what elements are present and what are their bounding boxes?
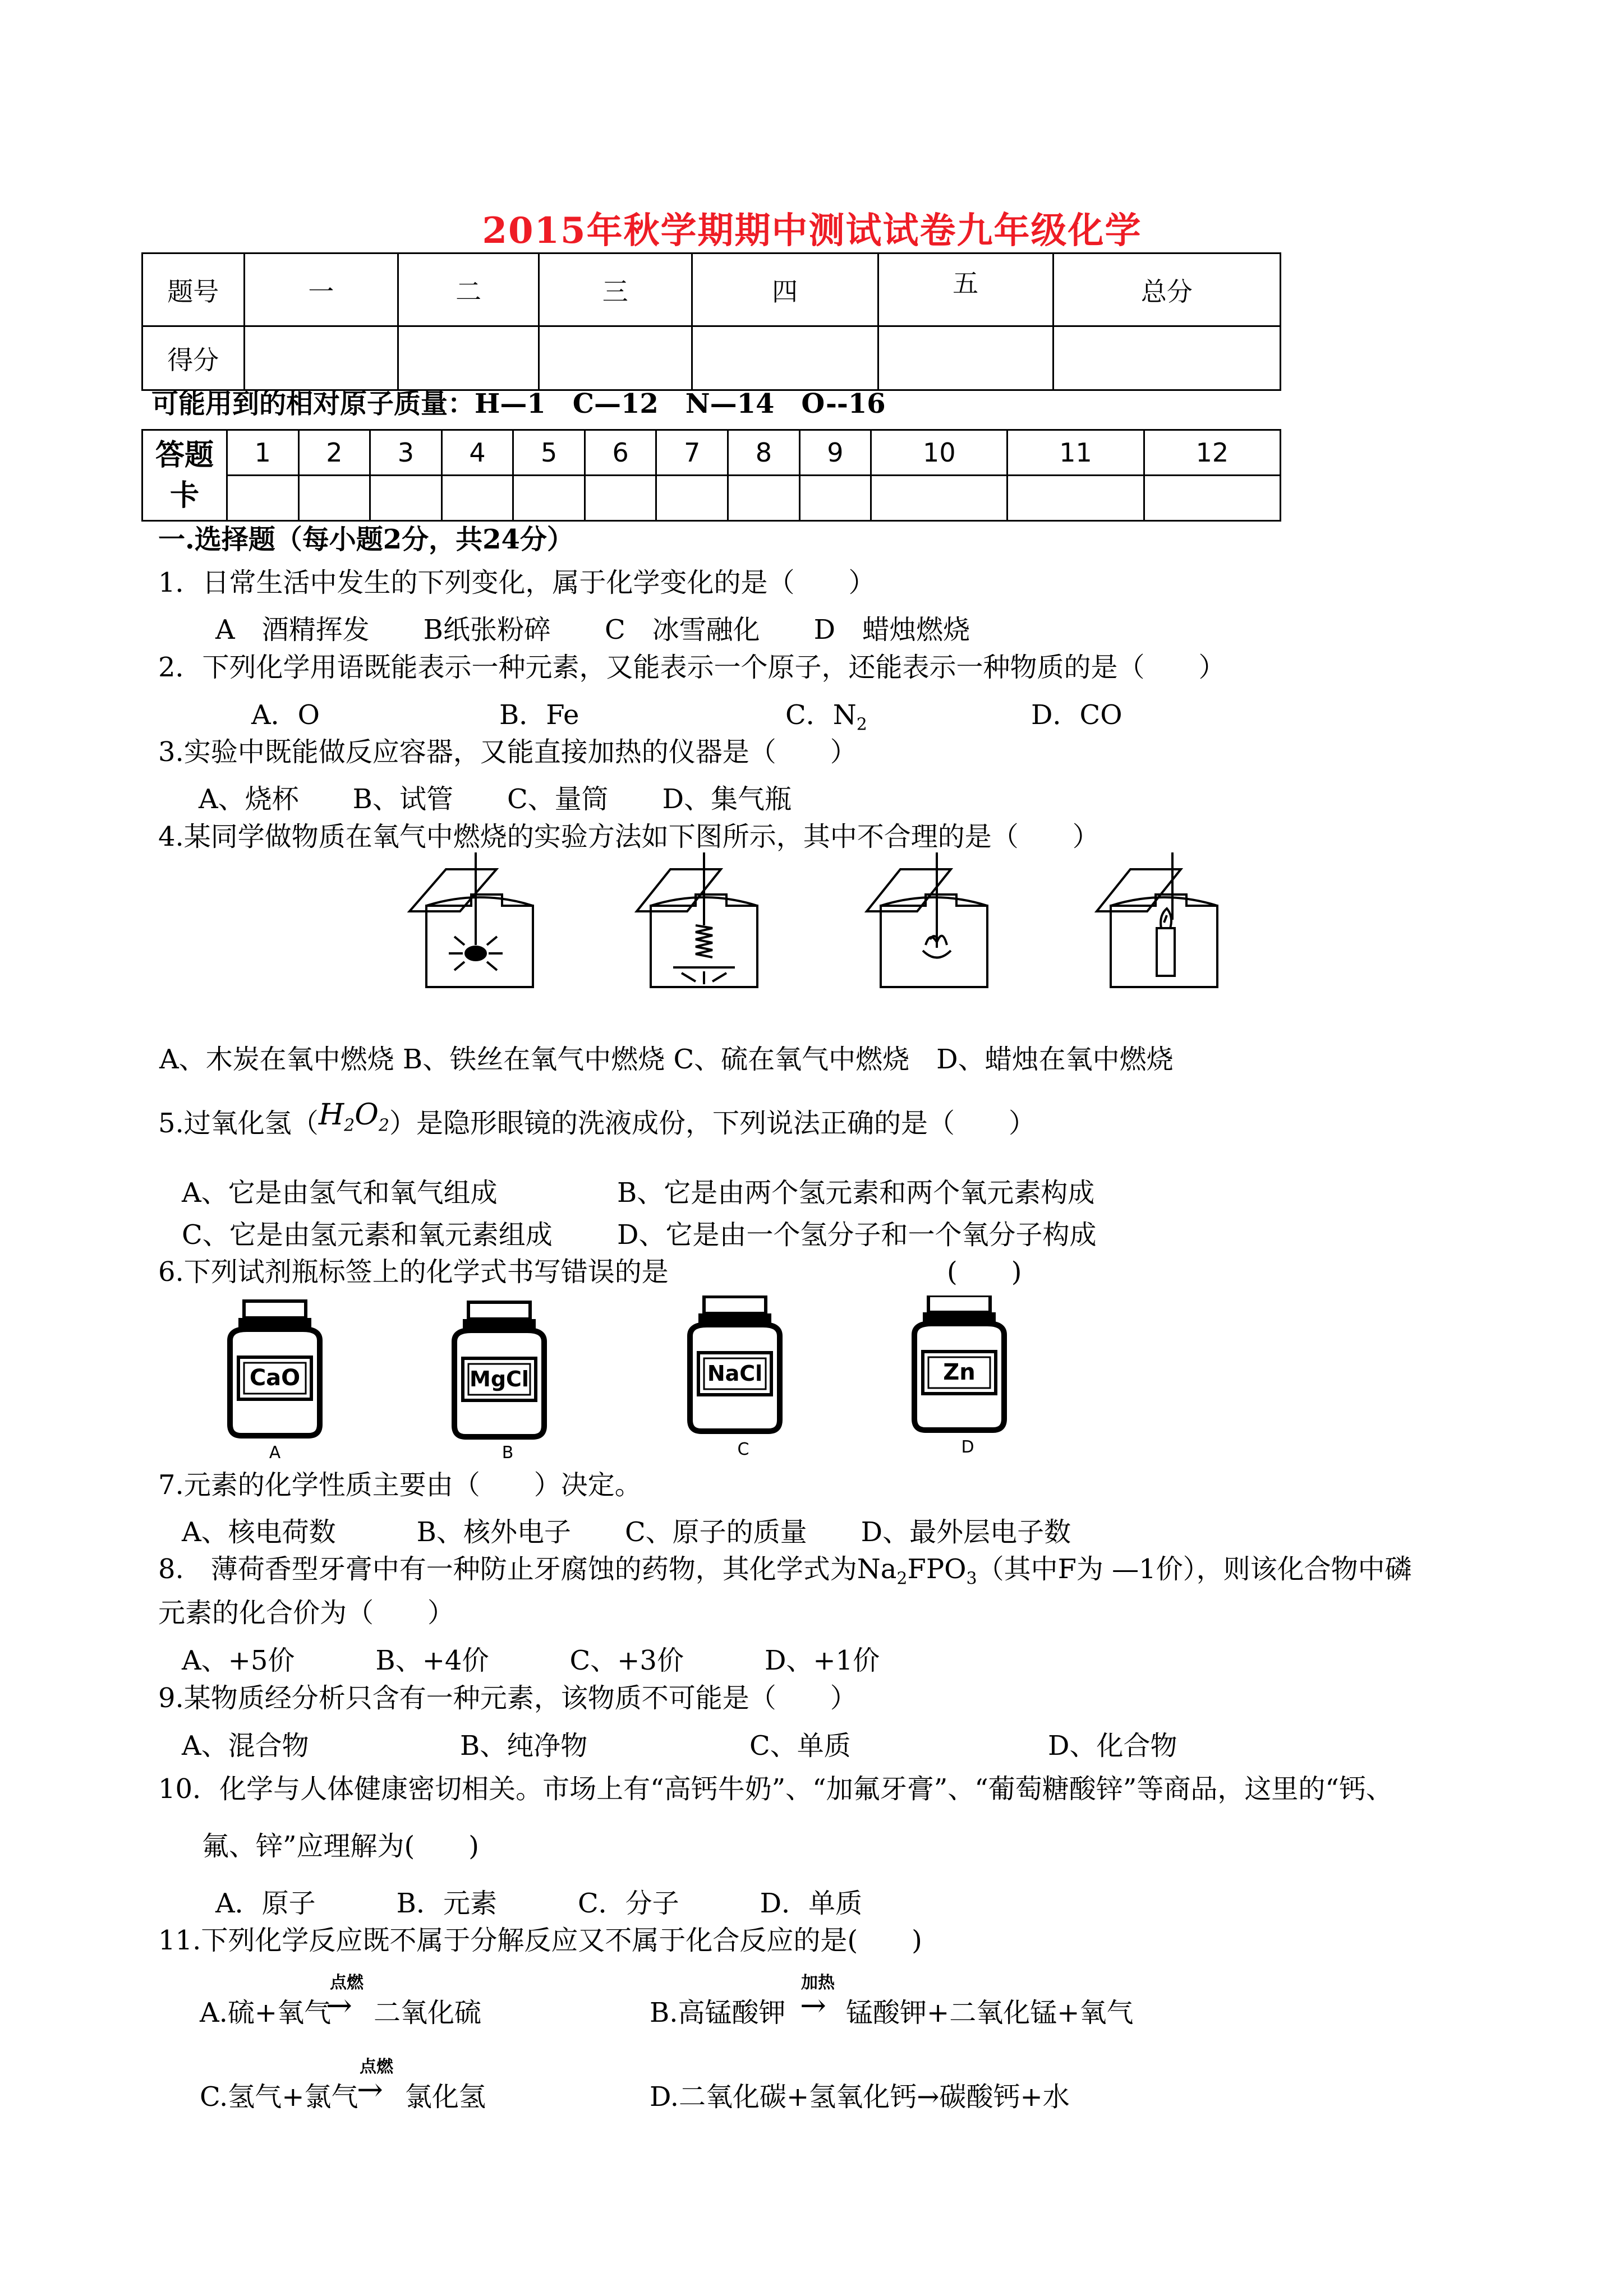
answer-cell[interactable] bbox=[585, 476, 656, 521]
question-8-stem-mid: FPO bbox=[907, 1553, 967, 1585]
page-title: 2015年秋学期期中测试试卷九年级化学 bbox=[482, 210, 1142, 252]
bottle-b-label: MgCl bbox=[470, 1367, 529, 1391]
question-3-options: A、烧杯 B、试管 C、量筒 D、集气瓶 bbox=[199, 783, 792, 815]
answer-cell[interactable] bbox=[441, 476, 513, 521]
answer-number-cell: 4 bbox=[441, 430, 513, 476]
question-8-stem-post: （其中F为 —1价），则该化合物中磷 bbox=[977, 1553, 1412, 1585]
question-9-stem: 9.某物质经分析只含有一种元素，该物质不可能是（ ） bbox=[158, 1682, 857, 1714]
question-11-option-a bbox=[200, 1968, 705, 2030]
answer-number-cell: 8 bbox=[728, 430, 800, 476]
question-10-options: A．原子 B．元素 C．分子 D．单质 bbox=[215, 1888, 863, 1919]
score-table bbox=[141, 252, 1281, 391]
score-cell[interactable] bbox=[398, 326, 539, 390]
answer-cell[interactable] bbox=[799, 476, 871, 521]
question-10-stem-line2: 氟、锌”应理解为( ) bbox=[202, 1831, 479, 1862]
bottle-b-letter: B bbox=[502, 1443, 514, 1458]
section-heading: 一.选择题（每小题2分，共24分） bbox=[158, 524, 574, 555]
reagent-bottles-figure bbox=[224, 1295, 1038, 1458]
score-row-label: 得分 bbox=[142, 326, 245, 390]
question-7-stem: 7.元素的化学性质主要由（ ）决定。 bbox=[158, 1469, 642, 1501]
question-5-option-c: C、它是由氢元素和氧元素组成 bbox=[182, 1219, 553, 1251]
answer-number-cell: 12 bbox=[1144, 430, 1280, 476]
jar-candle-icon bbox=[1097, 852, 1217, 987]
question-3-stem: 3.实验中既能做反应容器，又能直接加热的仪器是（ ） bbox=[158, 736, 857, 768]
question-1-options: A 酒精挥发 B纸张粉碎 C 冰雪融化 D 蜡烛燃烧 bbox=[215, 614, 970, 646]
reaction-arrow-icon: → bbox=[800, 1988, 826, 2024]
score-header-cell: 一 bbox=[244, 253, 398, 326]
question-2-option-c bbox=[785, 693, 867, 735]
bottle-a-letter: A bbox=[269, 1443, 281, 1458]
question-6-answer-paren: ( ) bbox=[947, 1256, 1022, 1288]
score-cell[interactable] bbox=[539, 326, 692, 390]
answer-number-cell: 5 bbox=[513, 430, 585, 476]
hydrogen-peroxide-formula bbox=[318, 1098, 389, 1136]
question-6-stem: 6.下列试剂瓶标签上的化学式书写错误的是 bbox=[158, 1256, 669, 1288]
question-2-option-d: D．CO bbox=[1031, 699, 1122, 731]
score-header-cell: 三 bbox=[539, 253, 692, 326]
score-cell[interactable] bbox=[878, 326, 1053, 390]
question-11-option-a-pre: A.硫+氧气 bbox=[200, 1997, 332, 2028]
question-8-stem-pre: 8. 薄荷香型牙膏中有一种防止牙腐蚀的药物，其化学式为Na bbox=[158, 1553, 897, 1585]
question-2-option-c-text: C．N bbox=[785, 699, 857, 731]
atomic-mass-note: 可能用到的相对原子质量：H—1 C—12 N—14 O--16 bbox=[151, 388, 886, 419]
score-table-header-row bbox=[142, 253, 1281, 326]
answer-cell[interactable] bbox=[728, 476, 800, 521]
question-11-stem: 11.下列化学反应既不属于分解反应又不属于化合反应的是( ) bbox=[158, 1925, 922, 1956]
question-11-option-c-pre: C.氢气+氯气 bbox=[200, 2081, 358, 2113]
question-9-option-c: C、单质 bbox=[749, 1730, 851, 1762]
answer-cell[interactable] bbox=[656, 476, 728, 521]
question-10-stem: 10．化学与人体健康密切相关。市场上有“高钙牛奶”、“加氟牙膏”、“葡萄糖酸锌”等商品，这里的“钙、 bbox=[158, 1773, 1393, 1805]
answer-number-cell: 7 bbox=[656, 430, 728, 476]
question-8-stem bbox=[158, 1552, 1412, 1596]
bottle-a-label: CaO bbox=[249, 1365, 301, 1391]
question-4-captions: A、木炭在氧中燃烧 B、铁丝在氧气中燃烧 C、硫在氧气中燃烧 D、蜡烛在氧中燃烧 bbox=[159, 1044, 1174, 1075]
jar-iron-wire-icon bbox=[637, 852, 757, 987]
question-1-stem: 1．日常生活中发生的下列变化，属于化学变化的是（ ） bbox=[158, 567, 876, 598]
reaction-condition-a: 点燃 bbox=[330, 1973, 364, 1993]
question-9-option-d: D、化合物 bbox=[1048, 1730, 1177, 1762]
question-5-option-a: A、它是由氢气和氧气组成 bbox=[182, 1177, 498, 1209]
bottle-c-label: NaCl bbox=[707, 1361, 763, 1386]
formula-o-sub: 2 bbox=[378, 1115, 389, 1136]
answer-card-label-line1: 答题 bbox=[155, 438, 214, 472]
question-11-option-b-pre: B.高锰酸钾 bbox=[650, 1997, 786, 2028]
bottle-d-letter: D bbox=[961, 1437, 974, 1457]
formula-h-sub: 2 bbox=[344, 1115, 355, 1136]
score-cell[interactable] bbox=[244, 326, 398, 390]
question-11-option-a-post: 二氧化硫 bbox=[374, 1997, 482, 2028]
score-cell[interactable] bbox=[692, 326, 878, 390]
reaction-arrow-icon: → bbox=[357, 2072, 383, 2108]
question-11-option-c bbox=[200, 2053, 705, 2114]
answer-number-cell: 2 bbox=[298, 430, 370, 476]
question-5-option-b: B、它是由两个氢元素和两个氧元素构成 bbox=[617, 1177, 1095, 1209]
question-8-options: A、+5价 B、+4价 C、+3价 D、+1价 bbox=[182, 1645, 880, 1676]
answer-cell[interactable] bbox=[298, 476, 370, 521]
score-header-cell: 总分 bbox=[1053, 253, 1280, 326]
score-cell[interactable] bbox=[1053, 326, 1280, 390]
combustion-experiment-figure bbox=[393, 852, 1234, 998]
bottle-d-label: Zn bbox=[943, 1359, 976, 1385]
answer-number-cell: 3 bbox=[370, 430, 442, 476]
answer-number-cell: 6 bbox=[585, 430, 656, 476]
question-8-stem-line2: 元素的化合价为（ ） bbox=[158, 1597, 455, 1629]
answer-number-cell: 10 bbox=[871, 430, 1007, 476]
question-2-option-b: B．Fe bbox=[499, 699, 579, 731]
answer-cell[interactable] bbox=[1144, 476, 1280, 521]
answer-card-table bbox=[141, 429, 1281, 522]
score-header-cell: 题号 bbox=[142, 253, 245, 326]
question-5-stem bbox=[158, 1098, 1036, 1150]
question-11-option-d: D.二氧化碳+氢氧化钙→碳酸钙+水 bbox=[650, 2081, 1070, 2113]
jar-sulfur-icon bbox=[867, 852, 987, 987]
question-9-option-a: A、混合物 bbox=[182, 1730, 309, 1762]
question-8-sub1: 2 bbox=[896, 1569, 908, 1589]
answer-card-number-row bbox=[142, 430, 1281, 476]
score-header-cell: 五 bbox=[878, 253, 1053, 326]
question-11-option-b-post: 锰酸钾+二氧化锰+氧气 bbox=[846, 1997, 1134, 2028]
answer-number-cell: 1 bbox=[227, 430, 299, 476]
question-2-option-a: A．O bbox=[251, 699, 320, 731]
answer-card-label bbox=[142, 430, 227, 521]
reaction-condition-b: 加热 bbox=[801, 1973, 835, 1993]
question-8-sub2: 3 bbox=[966, 1569, 977, 1589]
question-5-option-d: D、它是由一个氢分子和一个氧分子构成 bbox=[617, 1219, 1097, 1251]
score-header-cell: 二 bbox=[398, 253, 539, 326]
answer-number-cell: 9 bbox=[799, 430, 871, 476]
formula-o: O bbox=[355, 1098, 379, 1132]
question-7-options: A、核电荷数 B、核外电子 C、原子的质量 D、最外层电子数 bbox=[182, 1516, 1071, 1548]
formula-h: H bbox=[318, 1098, 344, 1132]
answer-cell[interactable] bbox=[370, 476, 442, 521]
answer-cell[interactable] bbox=[513, 476, 585, 521]
question-11-option-c-post: 氯化氢 bbox=[405, 2081, 486, 2113]
bottle-c-letter: C bbox=[737, 1440, 749, 1458]
score-table-score-row bbox=[142, 326, 1281, 390]
answer-number-cell: 11 bbox=[1007, 430, 1144, 476]
question-2-stem: 2．下列化学用语既能表示一种元素，又能表示一个原子，还能表示一种物质的是（ ） bbox=[158, 652, 1226, 683]
reaction-condition-c: 点燃 bbox=[360, 2057, 393, 2077]
answer-cell[interactable] bbox=[227, 476, 299, 521]
question-2-option-c-sub: 2 bbox=[856, 714, 867, 735]
answer-cell[interactable] bbox=[871, 476, 1007, 521]
question-4-stem: 4.某同学做物质在氧气中燃烧的实验方法如下图所示，其中不合理的是（ ） bbox=[158, 821, 1099, 852]
jar-charcoal-icon bbox=[410, 852, 533, 987]
reaction-arrow-icon: → bbox=[326, 1988, 352, 2024]
answer-card-label-line2: 卡 bbox=[169, 478, 199, 513]
score-header-cell: 四 bbox=[692, 253, 878, 326]
question-9-option-b: B、纯净物 bbox=[460, 1730, 588, 1762]
question-5-stem-post: ）是隐形眼镜的洗液成份，下列说法正确的是（ ） bbox=[389, 1108, 1036, 1139]
question-11-option-b bbox=[650, 1968, 1211, 2030]
question-5-stem-pre: 5.过氧化氢（ bbox=[158, 1108, 319, 1139]
answer-cell[interactable] bbox=[1007, 476, 1144, 521]
answer-card-answer-row bbox=[142, 476, 1281, 521]
